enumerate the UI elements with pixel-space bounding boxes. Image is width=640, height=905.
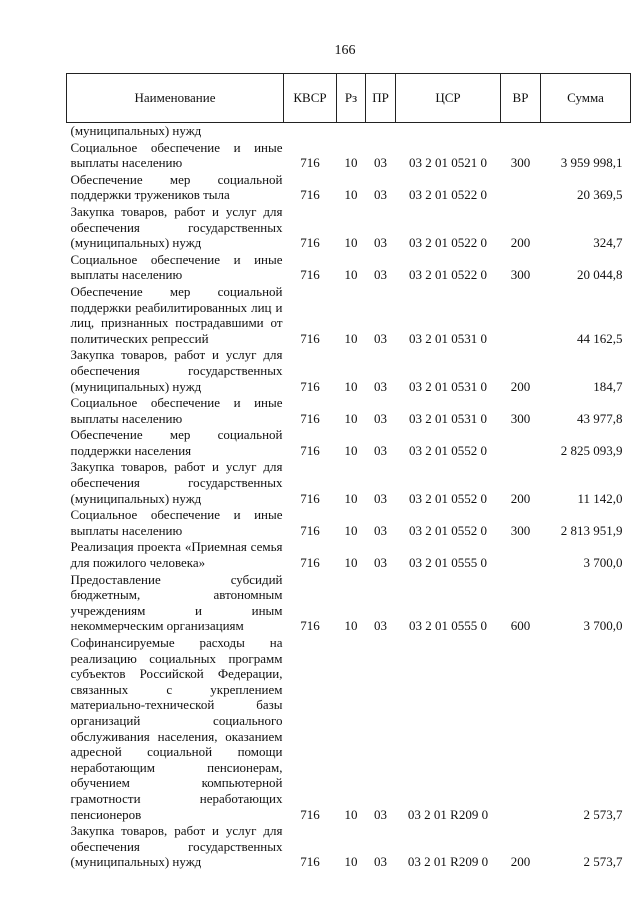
cell-rz (337, 123, 366, 139)
cell-csr: 03 2 01 0552 0 (409, 522, 487, 538)
cell-rz: 10 (344, 235, 358, 251)
cell-kvsr: 716 (300, 854, 320, 870)
table-row (67, 283, 631, 346)
cell-vr (501, 426, 541, 458)
cell-rz: 10 (344, 155, 358, 171)
cell-csr: 03 2 01 R209 0 (407, 854, 489, 870)
cell-pr: 03 (374, 555, 387, 571)
cell-rz: 10 (344, 490, 358, 506)
table-row (67, 458, 631, 506)
cell-sum: 3 959 998,1 (560, 155, 623, 171)
header-name: Наименование (67, 74, 284, 123)
cell-csr: 03 2 01 0531 0 (409, 378, 487, 394)
cell-name: Обеспечение мер социальной поддержки населения (70, 427, 283, 458)
cell-name: Закупка товаров, работ и услуг для обеспечения государственных (муниципальных) нужд (70, 203, 283, 251)
table-row (67, 203, 631, 251)
table-row (67, 139, 631, 171)
cell-kvsr (284, 123, 337, 139)
cell-kvsr: 716 (300, 806, 320, 822)
cell-rz: 10 (344, 854, 358, 870)
cell-csr: 03 2 01 0522 0 (409, 187, 487, 203)
cell-csr: 03 2 01 R209 0 (407, 806, 489, 822)
cell-sum: 2 573,7 (583, 806, 623, 822)
cell-sum: 20 369,5 (577, 187, 623, 203)
cell-csr: 03 2 01 0522 0 (409, 235, 487, 251)
cell-pr (366, 123, 396, 139)
header-pr: ПР (366, 74, 396, 123)
table-row (67, 538, 631, 570)
cell-pr: 03 (374, 410, 387, 426)
cell-csr: 03 2 01 0531 0 (409, 330, 487, 346)
cell-sum: 3 700,0 (583, 555, 623, 571)
cell-vr: 300 (510, 522, 531, 538)
table-row (67, 123, 631, 139)
cell-name: Социальное обеспечение и иные выплаты населению (70, 507, 283, 538)
cell-rz: 10 (344, 410, 358, 426)
cell-csr: 03 2 01 0555 0 (409, 555, 487, 571)
cell-vr: 200 (510, 490, 531, 506)
cell-kvsr: 716 (300, 522, 320, 538)
cell-rz: 10 (344, 378, 358, 394)
cell-name: Социальное обеспечение и иные выплаты населению (70, 139, 283, 171)
cell-name: Закупка товаров, работ и услуг для обеспечения государственных (муниципальных) нужд (70, 459, 283, 506)
table-row (67, 426, 631, 458)
cell-pr: 03 (374, 442, 387, 458)
cell-pr: 03 (374, 267, 387, 283)
cell-kvsr: 716 (300, 442, 320, 458)
cell-vr (501, 538, 541, 570)
budget-table (66, 73, 631, 870)
cell-csr: 03 2 01 0555 0 (409, 618, 487, 634)
cell-kvsr: 716 (300, 555, 320, 571)
header-vr: ВР (501, 74, 541, 123)
cell-vr (501, 283, 541, 346)
cell-rz: 10 (344, 806, 358, 822)
cell-kvsr: 716 (300, 267, 320, 283)
cell-rz: 10 (344, 618, 358, 634)
cell-sum: 2 573,7 (583, 854, 623, 870)
cell-vr (501, 634, 541, 822)
cell-pr: 03 (374, 490, 387, 506)
table-row (67, 394, 631, 426)
cell-sum: 43 977,8 (577, 410, 623, 426)
cell-sum: 20 044,8 (577, 267, 623, 283)
cell-name: Закупка товаров, работ и услуг для обеспечения государственных (муниципальных) нужд (70, 823, 283, 870)
table-row (67, 171, 631, 203)
cell-rz: 10 (344, 187, 358, 203)
cell-csr: 03 2 01 0521 0 (409, 155, 487, 171)
cell-sum: 184,7 (593, 378, 623, 394)
cell-pr: 03 (374, 330, 387, 346)
cell-vr: 300 (510, 267, 531, 283)
cell-kvsr: 716 (300, 155, 320, 171)
table-body (67, 123, 631, 870)
cell-vr: 200 (510, 235, 531, 251)
cell-kvsr: 716 (300, 490, 320, 506)
header-kvsr: КВСР (284, 74, 337, 123)
cell-sum: 2 813 951,9 (560, 522, 623, 538)
cell-vr: 600 (510, 618, 531, 634)
cell-rz: 10 (344, 555, 358, 571)
cell-vr: 300 (510, 155, 531, 171)
cell-pr: 03 (374, 618, 387, 634)
cell-name: Софинансируемые расходы на реализацию социальных программ субъектов Российской Федерации, связанных с укреплением материально-технической базы организаций социального обслуживания населения, оказанием адресной социальной помощи неработающим пенсионерам, обучением компьютерной грамотности неработающих пенсионеров (70, 635, 283, 822)
table-header (67, 74, 631, 123)
cell-vr: 300 (510, 410, 531, 426)
cell-name: Обеспечение мер социальной поддержки тружеников тыла (70, 171, 283, 203)
cell-sum: 2 825 093,9 (560, 442, 623, 458)
table-row (67, 506, 631, 538)
cell-csr: 03 2 01 0522 0 (409, 267, 487, 283)
cell-pr: 03 (374, 235, 387, 251)
cell-sum: 3 700,0 (583, 618, 623, 634)
cell-rz: 10 (344, 267, 358, 283)
header-sum: Сумма (541, 74, 631, 123)
cell-pr: 03 (374, 187, 387, 203)
cell-name: Реализация проекта «Приемная семья для пожилого человека» (70, 539, 283, 571)
cell-csr: 03 2 01 0552 0 (409, 442, 487, 458)
cell-sum (541, 123, 631, 139)
cell-name: Обеспечение мер социальной поддержки реабилитированных лиц и лиц, признанных пострадавшими от политических репрессий (70, 283, 283, 346)
cell-vr: 200 (510, 854, 531, 870)
table-row (67, 251, 631, 283)
cell-vr (501, 123, 541, 139)
cell-kvsr: 716 (300, 378, 320, 394)
table-row (67, 822, 631, 870)
cell-vr: 200 (510, 378, 531, 394)
cell-name: Предоставление субсидий бюджетным, автономным учреждениям и иным некоммерческим организациям (70, 571, 283, 634)
cell-name: Социальное обеспечение и иные выплаты населению (70, 251, 283, 283)
cell-name: Социальное обеспечение и иные выплаты населению (70, 395, 283, 426)
cell-pr: 03 (374, 522, 387, 538)
cell-vr (501, 171, 541, 203)
table-row (67, 571, 631, 634)
cell-kvsr: 716 (300, 410, 320, 426)
cell-name: Закупка товаров, работ и услуг для обеспечения государственных (муниципальных) нужд (70, 347, 283, 394)
header-rz: Рз (337, 74, 366, 123)
cell-pr: 03 (374, 806, 387, 822)
cell-csr: 03 2 01 0552 0 (409, 490, 487, 506)
cell-kvsr: 716 (300, 187, 320, 203)
cell-name: (муниципальных) нужд (70, 123, 202, 138)
table-row (67, 634, 631, 822)
cell-csr: 03 2 01 0531 0 (409, 410, 487, 426)
cell-pr: 03 (374, 155, 387, 171)
cell-rz: 10 (344, 522, 358, 538)
table-row (67, 346, 631, 394)
cell-rz: 10 (344, 330, 358, 346)
cell-kvsr: 716 (300, 330, 320, 346)
cell-rz: 10 (344, 442, 358, 458)
page-number: 166 (334, 43, 356, 58)
cell-pr: 03 (374, 854, 387, 870)
cell-sum: 44 162,5 (577, 330, 623, 346)
header-csr: ЦСР (396, 74, 501, 123)
cell-pr: 03 (374, 378, 387, 394)
cell-sum: 324,7 (593, 235, 623, 251)
cell-sum: 11 142,0 (577, 490, 623, 506)
cell-kvsr: 716 (300, 618, 320, 634)
cell-csr (396, 123, 501, 139)
cell-kvsr: 716 (300, 235, 320, 251)
